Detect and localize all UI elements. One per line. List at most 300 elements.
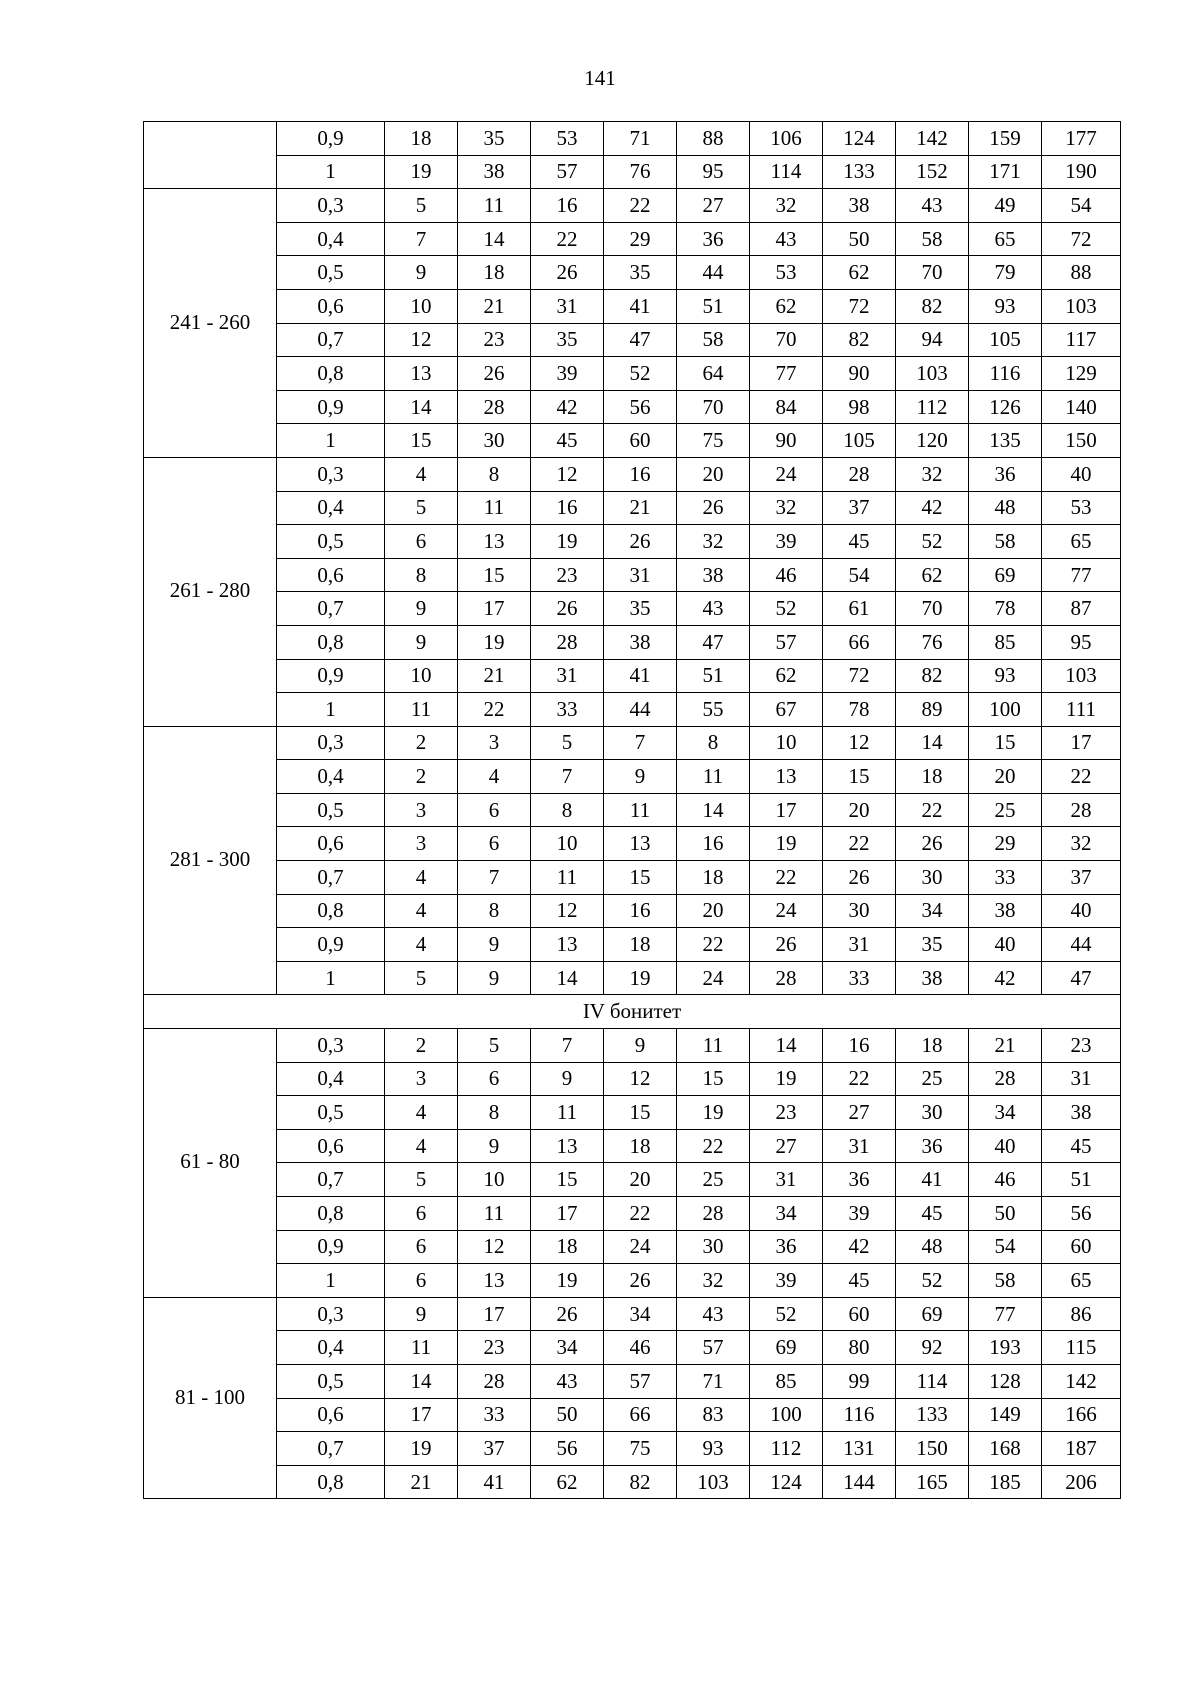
value-cell: 24 <box>677 961 750 995</box>
value-cell: 22 <box>750 861 823 895</box>
value-cell: 36 <box>677 222 750 256</box>
value-cell: 69 <box>896 1297 969 1331</box>
value-cell: 28 <box>750 961 823 995</box>
value-cell: 17 <box>385 1398 458 1432</box>
value-cell: 114 <box>750 155 823 189</box>
value-cell: 52 <box>750 1297 823 1331</box>
value-cell: 8 <box>458 894 531 928</box>
value-cell: 86 <box>1042 1297 1121 1331</box>
density-cell: 1 <box>277 961 385 995</box>
value-cell: 15 <box>531 1163 604 1197</box>
value-cell: 42 <box>896 491 969 525</box>
value-cell: 117 <box>1042 323 1121 357</box>
value-cell: 5 <box>385 189 458 223</box>
value-cell: 193 <box>969 1331 1042 1365</box>
value-cell: 23 <box>531 558 604 592</box>
value-cell: 43 <box>531 1364 604 1398</box>
value-cell: 23 <box>458 1331 531 1365</box>
value-cell: 4 <box>385 928 458 962</box>
value-cell: 67 <box>750 693 823 727</box>
table-row <box>144 525 1121 559</box>
value-cell: 10 <box>458 1163 531 1197</box>
value-cell: 93 <box>677 1432 750 1466</box>
value-cell: 187 <box>1042 1432 1121 1466</box>
value-cell: 32 <box>677 1264 750 1298</box>
value-cell: 18 <box>896 1029 969 1063</box>
value-cell: 34 <box>969 1096 1042 1130</box>
value-cell: 9 <box>385 1297 458 1331</box>
value-cell: 9 <box>385 256 458 290</box>
value-cell: 13 <box>385 357 458 391</box>
value-cell: 3 <box>458 726 531 760</box>
value-cell: 142 <box>1042 1364 1121 1398</box>
value-cell: 115 <box>1042 1331 1121 1365</box>
value-cell: 45 <box>531 424 604 458</box>
density-cell: 0,5 <box>277 525 385 559</box>
value-cell: 111 <box>1042 693 1121 727</box>
value-cell: 11 <box>458 491 531 525</box>
value-cell: 100 <box>969 693 1042 727</box>
value-cell: 19 <box>458 625 531 659</box>
value-cell: 32 <box>677 525 750 559</box>
value-cell: 31 <box>531 289 604 323</box>
value-cell: 35 <box>604 256 677 290</box>
value-cell: 8 <box>458 1096 531 1130</box>
density-cell: 0,5 <box>277 1096 385 1130</box>
value-cell: 47 <box>604 323 677 357</box>
value-cell: 66 <box>604 1398 677 1432</box>
table-row <box>144 323 1121 357</box>
value-cell: 16 <box>531 189 604 223</box>
value-cell: 166 <box>1042 1398 1121 1432</box>
value-cell: 38 <box>896 961 969 995</box>
value-cell: 69 <box>969 558 1042 592</box>
value-cell: 22 <box>896 793 969 827</box>
age-group-cell <box>144 122 277 189</box>
value-cell: 77 <box>1042 558 1121 592</box>
value-cell: 26 <box>458 357 531 391</box>
value-cell: 103 <box>1042 659 1121 693</box>
value-cell: 56 <box>1042 1197 1121 1231</box>
value-cell: 16 <box>531 491 604 525</box>
value-cell: 44 <box>604 693 677 727</box>
density-cell: 0,5 <box>277 1364 385 1398</box>
value-cell: 53 <box>1042 491 1121 525</box>
value-cell: 103 <box>1042 289 1121 323</box>
value-cell: 66 <box>823 625 896 659</box>
density-cell: 0,5 <box>277 793 385 827</box>
density-cell: 1 <box>277 693 385 727</box>
value-cell: 43 <box>677 592 750 626</box>
value-cell: 12 <box>385 323 458 357</box>
value-cell: 42 <box>823 1230 896 1264</box>
value-cell: 120 <box>896 424 969 458</box>
table-row <box>144 1465 1121 1499</box>
value-cell: 13 <box>604 827 677 861</box>
value-cell: 21 <box>385 1465 458 1499</box>
value-cell: 9 <box>458 928 531 962</box>
value-cell: 45 <box>896 1197 969 1231</box>
density-cell: 0,9 <box>277 390 385 424</box>
value-cell: 36 <box>823 1163 896 1197</box>
value-cell: 14 <box>896 726 969 760</box>
value-cell: 60 <box>1042 1230 1121 1264</box>
value-cell: 26 <box>750 928 823 962</box>
value-cell: 61 <box>823 592 896 626</box>
value-cell: 150 <box>896 1432 969 1466</box>
value-cell: 79 <box>969 256 1042 290</box>
value-cell: 39 <box>750 1264 823 1298</box>
value-cell: 26 <box>896 827 969 861</box>
value-cell: 10 <box>750 726 823 760</box>
value-cell: 31 <box>750 1163 823 1197</box>
value-cell: 75 <box>677 424 750 458</box>
value-cell: 23 <box>458 323 531 357</box>
value-cell: 30 <box>458 424 531 458</box>
value-cell: 22 <box>531 222 604 256</box>
density-cell: 0,3 <box>277 457 385 491</box>
value-cell: 15 <box>677 1062 750 1096</box>
table-row <box>144 1331 1121 1365</box>
density-cell: 0,4 <box>277 1062 385 1096</box>
value-cell: 9 <box>385 625 458 659</box>
value-cell: 92 <box>896 1331 969 1365</box>
value-cell: 37 <box>1042 861 1121 895</box>
value-cell: 34 <box>896 894 969 928</box>
value-cell: 16 <box>604 457 677 491</box>
value-cell: 52 <box>896 1264 969 1298</box>
value-cell: 40 <box>969 1129 1042 1163</box>
value-cell: 43 <box>896 189 969 223</box>
value-cell: 19 <box>604 961 677 995</box>
value-cell: 20 <box>604 1163 677 1197</box>
value-cell: 54 <box>1042 189 1121 223</box>
value-cell: 88 <box>677 122 750 156</box>
table-row <box>144 793 1121 827</box>
value-cell: 33 <box>969 861 1042 895</box>
value-cell: 39 <box>750 525 823 559</box>
value-cell: 114 <box>896 1364 969 1398</box>
value-cell: 26 <box>604 525 677 559</box>
value-cell: 32 <box>750 491 823 525</box>
value-cell: 20 <box>677 894 750 928</box>
value-cell: 46 <box>750 558 823 592</box>
value-cell: 21 <box>458 289 531 323</box>
value-cell: 22 <box>604 189 677 223</box>
value-cell: 17 <box>458 592 531 626</box>
density-cell: 0,4 <box>277 222 385 256</box>
table-row <box>144 424 1121 458</box>
value-cell: 71 <box>604 122 677 156</box>
value-cell: 5 <box>531 726 604 760</box>
value-cell: 30 <box>896 861 969 895</box>
value-cell: 46 <box>604 1331 677 1365</box>
value-cell: 40 <box>1042 457 1121 491</box>
value-cell: 17 <box>531 1197 604 1231</box>
value-cell: 65 <box>969 222 1042 256</box>
value-cell: 70 <box>896 592 969 626</box>
density-cell: 0,8 <box>277 625 385 659</box>
table-row <box>144 659 1121 693</box>
table-row <box>144 189 1121 223</box>
value-cell: 52 <box>604 357 677 391</box>
value-cell: 48 <box>969 491 1042 525</box>
value-cell: 22 <box>458 693 531 727</box>
value-cell: 62 <box>896 558 969 592</box>
value-cell: 9 <box>458 1129 531 1163</box>
value-cell: 11 <box>604 793 677 827</box>
value-cell: 34 <box>531 1331 604 1365</box>
density-cell: 0,9 <box>277 928 385 962</box>
value-cell: 13 <box>458 525 531 559</box>
value-cell: 13 <box>458 1264 531 1298</box>
value-cell: 165 <box>896 1465 969 1499</box>
value-cell: 28 <box>823 457 896 491</box>
density-cell: 0,6 <box>277 827 385 861</box>
value-cell: 5 <box>385 1163 458 1197</box>
value-cell: 4 <box>385 457 458 491</box>
value-cell: 35 <box>604 592 677 626</box>
value-cell: 40 <box>969 928 1042 962</box>
value-cell: 95 <box>1042 625 1121 659</box>
value-cell: 19 <box>531 525 604 559</box>
value-cell: 33 <box>458 1398 531 1432</box>
value-cell: 15 <box>604 861 677 895</box>
table-row <box>144 760 1121 794</box>
value-cell: 80 <box>823 1331 896 1365</box>
value-cell: 124 <box>750 1465 823 1499</box>
value-cell: 88 <box>1042 256 1121 290</box>
value-cell: 9 <box>385 592 458 626</box>
value-cell: 133 <box>823 155 896 189</box>
value-cell: 112 <box>750 1432 823 1466</box>
value-cell: 28 <box>677 1197 750 1231</box>
value-cell: 56 <box>531 1432 604 1466</box>
table-row <box>144 861 1121 895</box>
value-cell: 14 <box>458 222 531 256</box>
table-row <box>144 1029 1121 1063</box>
density-cell: 0,7 <box>277 861 385 895</box>
value-cell: 44 <box>677 256 750 290</box>
table-row <box>144 491 1121 525</box>
value-cell: 133 <box>896 1398 969 1432</box>
value-cell: 44 <box>1042 928 1121 962</box>
value-cell: 25 <box>677 1163 750 1197</box>
value-cell: 177 <box>1042 122 1121 156</box>
value-cell: 94 <box>896 323 969 357</box>
value-cell: 19 <box>385 155 458 189</box>
value-cell: 185 <box>969 1465 1042 1499</box>
value-cell: 11 <box>385 1331 458 1365</box>
table-row <box>144 961 1121 995</box>
value-cell: 82 <box>896 659 969 693</box>
table-row <box>144 256 1121 290</box>
value-cell: 16 <box>677 827 750 861</box>
value-cell: 90 <box>823 357 896 391</box>
density-cell: 0,3 <box>277 189 385 223</box>
value-cell: 7 <box>458 861 531 895</box>
value-cell: 18 <box>604 1129 677 1163</box>
value-cell: 112 <box>896 390 969 424</box>
value-cell: 21 <box>969 1029 1042 1063</box>
value-cell: 45 <box>1042 1129 1121 1163</box>
value-cell: 51 <box>677 659 750 693</box>
value-cell: 40 <box>1042 894 1121 928</box>
value-cell: 171 <box>969 155 1042 189</box>
value-cell: 11 <box>458 189 531 223</box>
value-cell: 18 <box>531 1230 604 1264</box>
density-cell: 1 <box>277 424 385 458</box>
value-cell: 38 <box>1042 1096 1121 1130</box>
value-cell: 103 <box>677 1465 750 1499</box>
value-cell: 41 <box>458 1465 531 1499</box>
value-cell: 28 <box>969 1062 1042 1096</box>
value-cell: 142 <box>896 122 969 156</box>
value-cell: 14 <box>750 1029 823 1063</box>
value-cell: 21 <box>604 491 677 525</box>
value-cell: 31 <box>1042 1062 1121 1096</box>
value-cell: 6 <box>385 1197 458 1231</box>
value-cell: 23 <box>750 1096 823 1130</box>
value-cell: 9 <box>531 1062 604 1096</box>
value-cell: 20 <box>823 793 896 827</box>
value-cell: 31 <box>823 1129 896 1163</box>
value-cell: 8 <box>531 793 604 827</box>
value-cell: 51 <box>677 289 750 323</box>
value-cell: 21 <box>458 659 531 693</box>
value-cell: 27 <box>823 1096 896 1130</box>
value-cell: 5 <box>385 961 458 995</box>
value-cell: 15 <box>385 424 458 458</box>
value-cell: 62 <box>750 289 823 323</box>
value-cell: 22 <box>677 928 750 962</box>
value-cell: 57 <box>531 155 604 189</box>
page-number: 141 <box>584 66 616 90</box>
age-group-cell: 61 - 80 <box>144 1029 277 1298</box>
density-cell: 0,9 <box>277 1230 385 1264</box>
value-cell: 26 <box>823 861 896 895</box>
value-cell: 26 <box>677 491 750 525</box>
value-cell: 18 <box>896 760 969 794</box>
value-cell: 22 <box>677 1129 750 1163</box>
value-cell: 58 <box>969 1264 1042 1298</box>
table-row <box>144 155 1121 189</box>
table-row <box>144 558 1121 592</box>
value-cell: 190 <box>1042 155 1121 189</box>
value-cell: 6 <box>385 1230 458 1264</box>
value-cell: 10 <box>385 659 458 693</box>
value-cell: 6 <box>458 827 531 861</box>
value-cell: 82 <box>823 323 896 357</box>
value-cell: 12 <box>604 1062 677 1096</box>
value-cell: 76 <box>896 625 969 659</box>
value-cell: 53 <box>750 256 823 290</box>
value-cell: 30 <box>677 1230 750 1264</box>
value-cell: 206 <box>1042 1465 1121 1499</box>
table-body <box>144 122 1121 1499</box>
value-cell: 4 <box>458 760 531 794</box>
value-cell: 62 <box>823 256 896 290</box>
value-cell: 18 <box>677 861 750 895</box>
density-cell: 0,4 <box>277 491 385 525</box>
density-cell: 0,8 <box>277 894 385 928</box>
value-cell: 3 <box>385 827 458 861</box>
value-cell: 57 <box>604 1364 677 1398</box>
value-cell: 48 <box>896 1230 969 1264</box>
value-cell: 3 <box>385 793 458 827</box>
value-cell: 17 <box>458 1297 531 1331</box>
value-cell: 11 <box>677 1029 750 1063</box>
value-cell: 5 <box>385 491 458 525</box>
value-cell: 12 <box>458 1230 531 1264</box>
value-cell: 14 <box>385 1364 458 1398</box>
value-cell: 124 <box>823 122 896 156</box>
value-cell: 82 <box>896 289 969 323</box>
value-cell: 11 <box>531 1096 604 1130</box>
table-row <box>144 1062 1121 1096</box>
value-cell: 10 <box>531 827 604 861</box>
value-cell: 19 <box>385 1432 458 1466</box>
value-cell: 71 <box>677 1364 750 1398</box>
value-cell: 9 <box>604 1029 677 1063</box>
value-cell: 4 <box>385 1129 458 1163</box>
value-cell: 57 <box>750 625 823 659</box>
value-cell: 70 <box>896 256 969 290</box>
value-cell: 37 <box>823 491 896 525</box>
value-cell: 15 <box>604 1096 677 1130</box>
value-cell: 20 <box>677 457 750 491</box>
value-cell: 128 <box>969 1364 1042 1398</box>
value-cell: 69 <box>750 1331 823 1365</box>
value-cell: 38 <box>969 894 1042 928</box>
table-row <box>144 122 1121 156</box>
value-cell: 45 <box>823 525 896 559</box>
value-cell: 93 <box>969 659 1042 693</box>
value-cell: 32 <box>896 457 969 491</box>
density-cell: 0,7 <box>277 323 385 357</box>
value-cell: 85 <box>750 1364 823 1398</box>
table-row <box>144 1398 1121 1432</box>
value-cell: 15 <box>823 760 896 794</box>
value-cell: 32 <box>750 189 823 223</box>
density-cell: 0,7 <box>277 592 385 626</box>
value-cell: 54 <box>969 1230 1042 1264</box>
table-row <box>144 1364 1121 1398</box>
value-cell: 144 <box>823 1465 896 1499</box>
value-cell: 135 <box>969 424 1042 458</box>
value-cell: 30 <box>896 1096 969 1130</box>
value-cell: 83 <box>677 1398 750 1432</box>
value-cell: 42 <box>969 961 1042 995</box>
density-cell: 0,3 <box>277 726 385 760</box>
value-cell: 45 <box>823 1264 896 1298</box>
value-cell: 95 <box>677 155 750 189</box>
value-cell: 35 <box>458 122 531 156</box>
age-group-cell: 81 - 100 <box>144 1297 277 1499</box>
table-row <box>144 457 1121 491</box>
table-row <box>144 827 1121 861</box>
value-cell: 87 <box>1042 592 1121 626</box>
value-cell: 78 <box>969 592 1042 626</box>
value-cell: 75 <box>604 1432 677 1466</box>
value-cell: 60 <box>823 1297 896 1331</box>
value-cell: 9 <box>604 760 677 794</box>
table-row <box>144 894 1121 928</box>
value-cell: 18 <box>604 928 677 962</box>
value-cell: 28 <box>531 625 604 659</box>
value-cell: 35 <box>531 323 604 357</box>
density-cell: 1 <box>277 1264 385 1298</box>
